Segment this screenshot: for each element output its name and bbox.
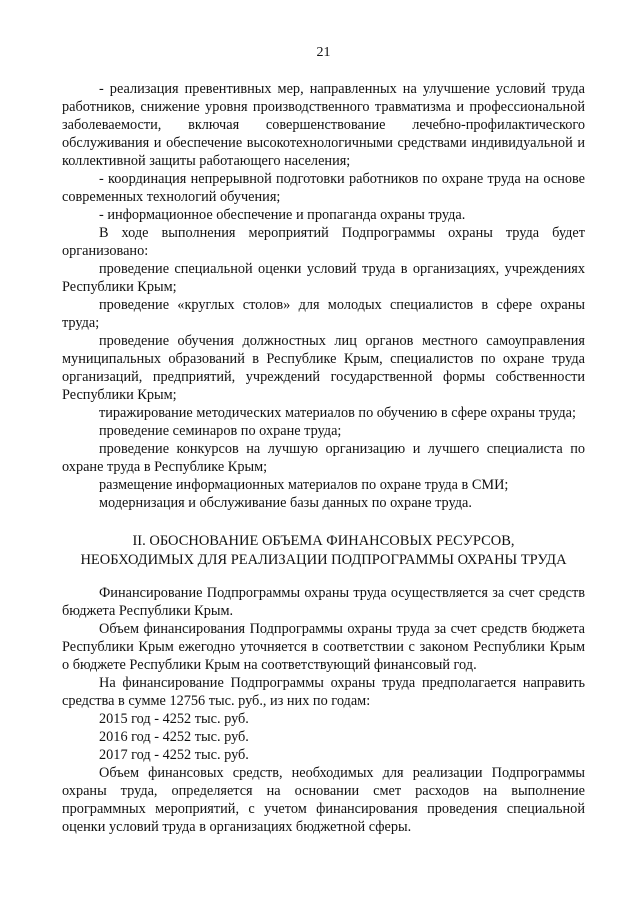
goal-item: - реализация превентивных мер, направленных на улучшение условий труда работников, снижение уровня производственного травматизма и профессиональной заболеваемости, включая совершенствование лечебно-профилактического обслуживания и обеспечение высокотехнологичными средствами индивидуальной и коллективной защиты работающего населения; xyxy=(62,81,585,169)
finance-paragraph: Объем финансовых средств, необходимых для реализации Подпрограммы охраны труда, определяется на основании смет расходов на выполнение программных мероприятий, с учетом финансирования проведения специальной оценки условий труда в организациях бюджетной сферы. xyxy=(62,765,585,835)
measure-item: проведение специальной оценки условий труда в организациях, учреждениях Республики Крым; xyxy=(62,261,585,295)
goal-item: - координация непрерывной подготовки работников по охране труда на основе современных технологий обучения; xyxy=(62,171,585,205)
year-amount: 2016 год - 4252 тыс. руб. xyxy=(99,729,249,745)
goals-list xyxy=(62,80,585,224)
measures-intro: В ходе выполнения мероприятий Подпрограммы охраны труда будет организовано: xyxy=(62,225,585,259)
finance-section xyxy=(62,584,585,836)
finance-paragraph: Объем финансирования Подпрограммы охраны труда за счет средств бюджета Республики Крым ежегодно уточняется в соответствии с законом Республики Крым о бюджете Республики Крым на соответствующий финансовый год. xyxy=(62,621,585,673)
section-title-line: II. ОБОСНОВАНИЕ ОБЪЕМА ФИНАНСОВЫХ РЕСУРСОВ, xyxy=(132,533,515,549)
year-amount: 2015 год - 4252 тыс. руб. xyxy=(99,711,249,727)
measure-item: проведение семинаров по охране труда; xyxy=(99,423,342,439)
measure-item: модернизация и обслуживание базы данных по охране труда. xyxy=(99,495,472,511)
measure-item: проведение «круглых столов» для молодых специалистов в сфере охраны труда; xyxy=(62,297,585,331)
measure-item: размещение информационных материалов по охране труда в СМИ; xyxy=(99,477,509,493)
finance-paragraph: На финансирование Подпрограммы охраны труда предполагается направить средства в сумме 12756 тыс. руб., из них по годам: xyxy=(62,675,585,709)
measure-item: проведение обучения должностных лиц органов местного самоуправления муниципальных образований в Республике Крым, специалистов по охране труда организаций, предприятий, учреждений государственной формы собственности Республики Крым; xyxy=(62,333,585,403)
measure-item: тиражирование методических материалов по обучению в сфере охраны труда; xyxy=(99,405,576,421)
measure-item: проведение конкурсов на лучшую организацию и лучшего специалиста по охране труда в Республике Крым; xyxy=(62,441,585,475)
finance-paragraph: Финансирование Подпрограммы охраны труда осуществляется за счет средств бюджета Республики Крым. xyxy=(62,585,585,619)
page-number: 21 xyxy=(316,45,331,60)
year-amount: 2017 год - 4252 тыс. руб. xyxy=(99,747,249,763)
measures-list xyxy=(62,260,585,512)
section-title-line: НЕОБХОДИМЫХ ДЛЯ РЕАЛИЗАЦИИ ПОДПРОГРАММЫ ОХРАНЫ ТРУДА xyxy=(80,552,567,568)
goal-item: - информационное обеспечение и пропаганда охраны труда. xyxy=(99,207,466,223)
section-title xyxy=(62,532,585,570)
